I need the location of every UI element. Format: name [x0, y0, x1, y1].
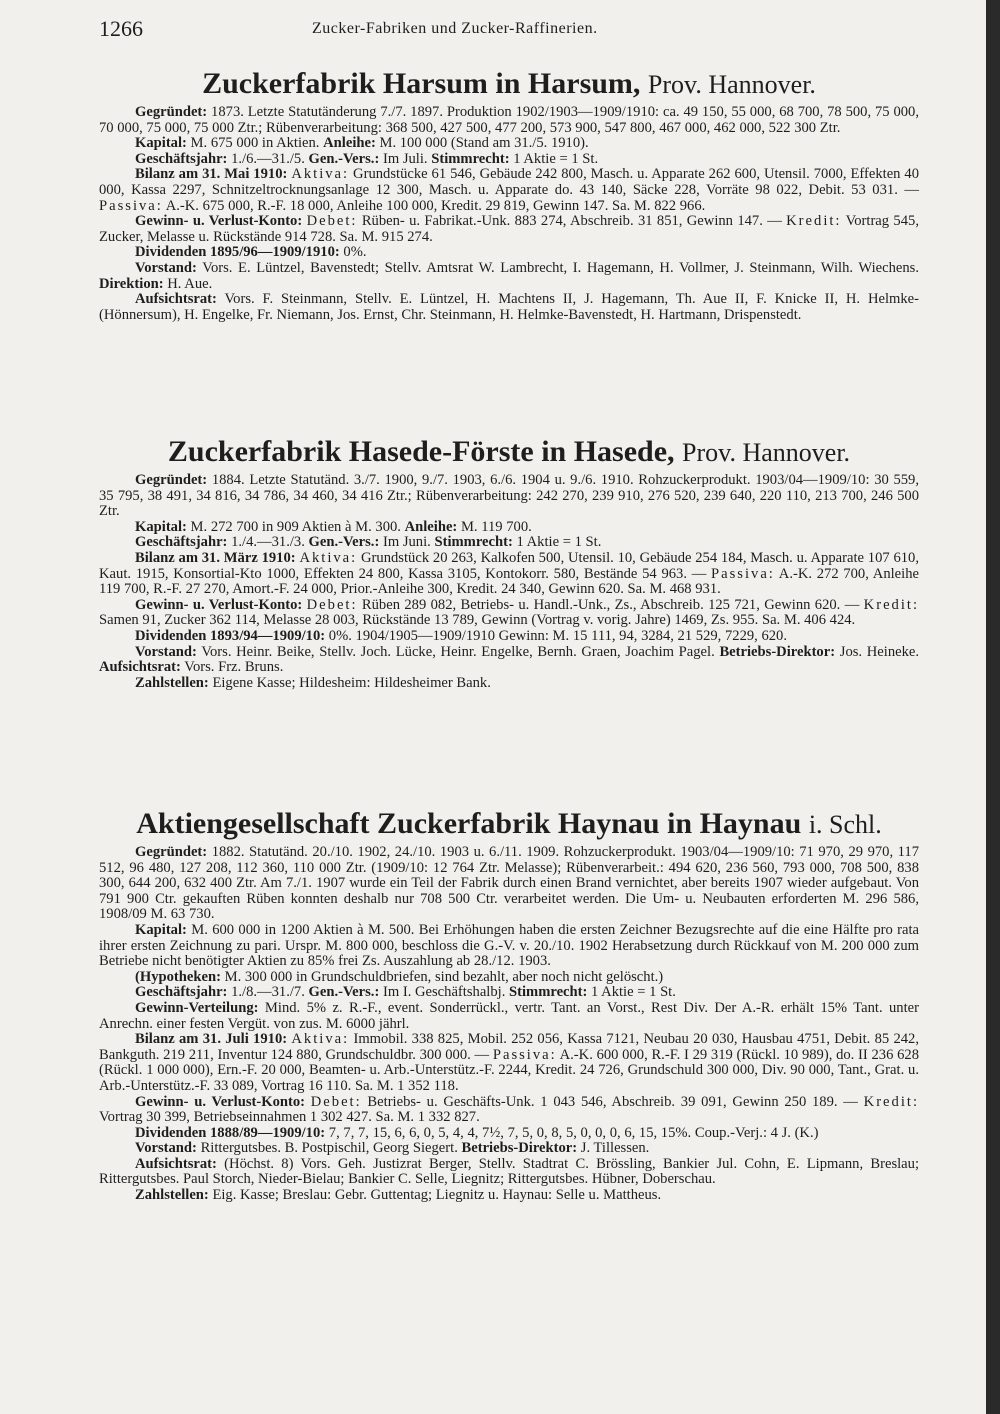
- label: Gewinn- u. Verlust-Konto:: [135, 596, 303, 613]
- label: Dividenden 1895/96—1909/1910:: [135, 244, 340, 261]
- mortgage-text: M. 300 000 in Grundschuldbriefen, sind bezahlt, aber noch nicht gelöscht.): [224, 968, 664, 985]
- board-paragraph: [99, 645, 919, 676]
- credit-label: Kredit:: [863, 596, 920, 613]
- supervisory-text: (Höchst. 8) Vors. Geh. Justizrat Berger, Stellv. Stadtrat C. Brössling, Bankier Jul. Cohn, E. Lipmann, Breslau; Rittergutsbes. Paul Storch, Nieder-Bielau; Bankier C. Selle, Liegnitz; Rittergutsbes. Hübner, Doberschau.: [99, 1155, 920, 1188]
- board-text: Vors. Heinr. Beike, Stellv. Joch. Lücke, Heinr. Engelke, Bernh. Graen, Joachim Pagel.: [201, 643, 715, 660]
- loan-text: M. 100 000 (Stand am 31./5. 1910).: [379, 135, 589, 152]
- assets-label: Aktiva:: [291, 166, 350, 183]
- profit-loss-paragraph: [99, 1095, 919, 1126]
- debit-text: Rüben- u. Fabrikat.-Unk. 883 274, Abschreib. 31 851, Gewinn 147. —: [361, 213, 782, 230]
- meeting-text: Im I. Geschäftshalbj.: [382, 984, 506, 1001]
- label: Zahlstellen:: [135, 674, 209, 691]
- founding-paragraph: [99, 473, 919, 520]
- capital-text: M. 675 000 in Aktien.: [190, 135, 320, 152]
- dividends-paragraph: [99, 629, 919, 645]
- fiscal-text: 1./6.—31./5.: [231, 150, 305, 167]
- credit-label: Kredit:: [863, 1093, 919, 1110]
- label: Gen.-Vers.:: [308, 150, 380, 167]
- label: Gen.-Vers.:: [308, 534, 380, 551]
- voting-text: 1 Aktie = 1 St.: [516, 534, 602, 551]
- board-text: Rittergutsbes. B. Postpischil, Georg Siegert.: [200, 1140, 458, 1157]
- liabilities-label: Passiva:: [711, 565, 775, 582]
- dividends-paragraph: [99, 245, 919, 261]
- label: Dividenden 1888/89—1909/10:: [135, 1124, 326, 1141]
- label: Geschäftsjahr:: [135, 150, 228, 167]
- label: Zahlstellen:: [135, 1187, 209, 1204]
- founding-paragraph: [99, 105, 919, 136]
- label: Bilanz am 31. März 1910:: [135, 549, 296, 566]
- distribution-paragraph: [99, 1001, 919, 1032]
- board-paragraph: [99, 261, 919, 292]
- label: Kapital:: [135, 518, 187, 535]
- fiscal-text: 1./4.—31./3.: [231, 534, 305, 551]
- label: Bilanz am 31. Mai 1910:: [135, 166, 288, 183]
- title-province: Prov. Hannover.: [647, 70, 816, 99]
- label: Geschäftsjahr:: [135, 534, 228, 551]
- capital-text: M. 272 700 in 909 Aktien à M. 300.: [190, 518, 401, 535]
- balance-paragraph: [99, 167, 919, 214]
- liabilities-text: A.-K. 675 000, R.-F. 18 000, Anleihe 100 000, Kredit. 29 819, Gewinn 147. Sa. M. 822 966.: [165, 197, 706, 214]
- label: Aufsichtsrat:: [135, 1155, 217, 1172]
- title-main: Zuckerfabrik Harsum in Harsum,: [202, 67, 641, 100]
- entry-title: [99, 68, 919, 101]
- running-head: Zucker-Fabriken und Zucker-Raffinerien.: [312, 20, 598, 37]
- label: Kapital:: [135, 921, 187, 938]
- credit-text: Vortrag 30 399, Betriebseinnahmen 1 302 427. Sa. M. 1 332 827.: [99, 1109, 480, 1126]
- supervisory-text: Vors. F. Steinmann, Stellv. E. Lüntzel, H. Machtens II, J. Hagemann, Th. Aue II, F. Knicke II, H. Helmke-(Hönnersum), H. Engelke, Fr. Niemann, Jos. Ernst, Chr. Steinmann, H. Helmke-Bavenstedt, H. Hartmann, Drispenstedt.: [99, 291, 919, 323]
- label: Gewinn-Verteilung:: [135, 999, 259, 1016]
- assets-text: Immobil. 338 825, Mobil. 252 056, Kassa 7121, Neubau 20 030, Hausbau 4751, Debit. 85 242, Bankguth. 219 211, Inventur 124 880, Grundschuldbr. 300 000. —: [99, 1031, 919, 1063]
- paying-agents-paragraph: [99, 1188, 919, 1204]
- dividends-paragraph: [99, 1126, 919, 1142]
- assets-text: Grundstück 20 263, Kalkofen 500, Utensil. 10, Gebäude 254 184, Masch. u. Apparate 107 610, Kaut. 1915, Konsortial-Kto 1000, Effekten 24 800, Kassa 3105, Kontokorr. 580, Bestände 54 963. —: [99, 549, 919, 582]
- assets-label: Aktiva:: [299, 549, 358, 566]
- debit-text: Rüben 289 082, Betriebs- u. Handl.-Unk., Zs., Abschreib. 125 721, Gewinn 620. —: [361, 596, 860, 613]
- label: Gen.-Vers.:: [308, 984, 380, 1001]
- label: (Hypotheken:: [135, 968, 221, 985]
- title-main: Aktiengesellschaft Zuckerfabrik Haynau in Haynau: [136, 807, 802, 840]
- dividends-text: 0%. 1904/1905—1909/1910 Gewinn: M. 15 111, 94, 3284, 21 529, 7229, 620.: [328, 627, 788, 644]
- fiscal-text: 1./8.—31./7.: [231, 984, 305, 1001]
- management-text: H. Aue.: [167, 275, 213, 292]
- label: Stimmrecht:: [431, 150, 510, 167]
- director-text: J. Tillessen.: [580, 1140, 650, 1157]
- balance-paragraph: [99, 551, 919, 598]
- entry-title: [99, 808, 919, 841]
- dividends-text: 7, 7, 7, 15, 6, 6, 0, 5, 4, 4, 7½, 7, 5, 0, 8, 5, 0, 0, 0, 6, 15, 15%. Coup.-Verj.: 4 J. (K.): [328, 1124, 819, 1141]
- liabilities-text: A.-K. 600 000, R.-F. I 29 319 (Rückl. 10 989), do. II 236 628 (Rückl. 1 000 000), Ern.-F. 20 000, Beamten- u. Arb.-Unterstütz.-F. 2244, Kredit. 24 726, Grundschuld 300 000, Div. 90 000, Tant., Grat. u. Arb.-Unterstütz.-F. 33 089, Vortrag 16 110. Sa. M. 1 352 118.: [99, 1046, 919, 1094]
- label: Kapital:: [135, 135, 187, 152]
- voting-text: 1 Aktie = 1 St.: [513, 150, 599, 167]
- meeting-text: Im Juli.: [382, 150, 428, 167]
- label: Vorstand:: [135, 643, 197, 660]
- page-number: 1266: [99, 16, 143, 41]
- label: Betriebs-Direktor:: [461, 1140, 578, 1157]
- paying-agents-paragraph: [99, 676, 919, 692]
- label: Gewinn- u. Verlust-Konto:: [135, 213, 303, 230]
- label: Aufsichtsrat:: [99, 659, 181, 676]
- mortgage-paragraph: [99, 970, 919, 986]
- label: Direktion:: [99, 275, 164, 292]
- debit-label: Debet:: [310, 1093, 362, 1110]
- paying-agents-text: Eigene Kasse; Hildesheim: Hildesheimer Bank.: [212, 674, 491, 691]
- distribution-text: Mind. 5% z. R.-F., event. Sonderrückl., vertr. Tant. an Vorst., Rest Div. Der A.-R. erhält 15% Tant. unter Anrechn. einer festen Vergüt. von zus. M. 6000 jährl.: [99, 999, 919, 1032]
- entry-hasede: [99, 436, 919, 691]
- founding-paragraph: [99, 845, 919, 923]
- dividends-text: 0%.: [343, 244, 367, 261]
- label: Stimmrecht:: [434, 534, 513, 551]
- supervisory-paragraph: [99, 292, 919, 323]
- director-text: Jos. Heineke.: [839, 643, 920, 660]
- liabilities-text: A.-K. 272 700, Anleihe 119 700, R.-F. 27 270, Amort.-F. 24 000, Prior.-Anleihe 300, Kredit. 24 340, Gewinn 620. Sa. M. 468 931.: [99, 565, 919, 598]
- founding-text: 1884. Letzte Statutänd. 3./7. 1900, 9./7. 1903, 6./6. 1904 u. 9./6. 1910. Rohzuckerprodukt. 1903/04—1909/10: 30 559, 35 795, 38 491, 34 816, 34 786, 34 460, 34 416 Ztr.; Rübenverarbeitung: 242 270, 239 910, 276 520, 239 640, 220 110, 213 700, 246 500 Ztr.: [99, 472, 919, 520]
- label: Gegründet:: [135, 844, 208, 860]
- paying-agents-text: Eig. Kasse; Breslau: Gebr. Guttentag; Liegnitz u. Haynau: Selle u. Mattheus.: [212, 1187, 662, 1204]
- label: Gegründet:: [135, 104, 208, 120]
- assets-text: Grundstücke 61 546, Gebäude 242 800, Masch. u. Apparate 262 600, Utensil. 7000, Effekten 40 000, Kassa 2297, Schnitzeltrocknungsanlage 12 300, Masch. u. Apparate do. 43 140, Säcke 228, Vorräte 98 022, Debit. 53 031. —: [99, 166, 920, 198]
- debit-label: Debet:: [306, 596, 358, 613]
- label: Anleihe:: [404, 518, 458, 535]
- founding-text: 1873. Letzte Statutänderung 7./7. 1897. Produktion 1902/1903—1909/1910: ca. 49 150, 55 000, 68 700, 78 500, 75 000, 70 000, 75 000, 75 000 Ztr.; Rübenverarbeitung: 368 500, 427 500, 477 200, 573 900, 547 800, 467 000, 462 000, 522 300 Ztr.: [99, 104, 920, 136]
- fiscal-paragraph: [99, 985, 919, 1001]
- title-province: i. Schl.: [808, 810, 882, 839]
- label: Geschäftsjahr:: [135, 984, 228, 1001]
- page-edge-shadow: [986, 0, 1000, 1414]
- credit-text: Vortrag 545, Zucker, Melasse u. Rückstände 914 728. Sa. M. 915 274.: [99, 213, 919, 245]
- entry-title: [99, 436, 919, 469]
- fiscal-paragraph: [99, 535, 919, 551]
- supervisory-paragraph: [99, 1157, 919, 1188]
- assets-label: Aktiva:: [291, 1031, 350, 1048]
- capital-paragraph: [99, 520, 919, 536]
- label: Dividenden 1893/94—1909/10:: [135, 627, 326, 644]
- label: Aufsichtsrat:: [135, 291, 217, 308]
- founding-text: 1882. Statutänd. 20./10. 1902, 24./10. 1903 u. 6./11. 1909. Rohzuckerprodukt. 1903/04—1909/10: 71 970, 29 970, 117 512, 96 480, 127 208, 112 360, 110 000 Ztr. (1909/10: 12 764 Ztr. Melasse); Rübenverarbeit.: 494 620, 236 560, 793 000, 708 500, 838 300, 644 200, 632 400 Ztr. Am 7./1. 1907 wurde ein Teil der Fabrik durch einen Brand vernichtet, aber bereits 1907 wieder aufgebaut. Von 791 900 Ctr. gekauften Rüben konnten deshalb nur 708 500 Ctr. verarbeitet werden. Die Um- u. Neubauten erforderten M. 296 586, 1908/09 M. 63 730.: [99, 844, 919, 923]
- credit-text: Samen 91, Zucker 362 114, Melasse 28 003, Rückstände 13 789, Gewinn (Vortrag v. vorig. Jahre) 1469, Zs. 955. Sa. M. 406 424.: [99, 612, 856, 629]
- liabilities-label: Passiva:: [492, 1046, 557, 1063]
- label: Gewinn- u. Verlust-Konto:: [135, 1093, 306, 1110]
- label: Gegründet:: [135, 472, 208, 488]
- title-province: Prov. Hannover.: [682, 438, 851, 467]
- board-paragraph: [99, 1141, 919, 1157]
- entry-haynau: [99, 808, 919, 1204]
- profit-loss-paragraph: [99, 598, 919, 629]
- label: Stimmrecht:: [509, 984, 588, 1001]
- entry-harsum: [99, 68, 919, 323]
- debit-text: Betriebs- u. Geschäfts-Unk. 1 043 546, Abschreib. 39 091, Gewinn 250 189. —: [367, 1093, 858, 1110]
- board-text: Vors. E. Lüntzel, Bavenstedt; Stellv. Amtsrat W. Lambrecht, I. Hagemann, H. Vollmer, J. Steinmann, Wilh. Wiechens.: [202, 259, 920, 276]
- supervisory-text: Vors. Frz. Bruns.: [184, 659, 284, 676]
- fiscal-paragraph: [99, 152, 919, 168]
- capital-text: M. 600 000 in 1200 Aktien à M. 500. Bei Erhöhungen haben die ersten Zeichner Bezugsrechte auf die eine Hälfte pro rata ihrer ersten Zeichnung zu pari. Urspr. M. 800 000, beschloss die G.-V. v. 20./10. 1902 Herabsetzung durch Rückkauf von M. 200 000 zum Betriebe nicht benötigter Aktien zu 85% frei Zs. Auszahlung ab 28./12. 1903.: [99, 921, 919, 970]
- label: Vorstand:: [135, 1140, 197, 1157]
- label: Anleihe:: [323, 135, 376, 152]
- balance-paragraph: [99, 1032, 919, 1094]
- capital-paragraph: [99, 136, 919, 152]
- credit-label: Kredit:: [786, 213, 842, 230]
- label: Betriebs-Direktor:: [719, 643, 836, 660]
- label: Bilanz am 31. Juli 1910:: [135, 1031, 288, 1048]
- label: Vorstand:: [135, 259, 197, 276]
- debit-label: Debet:: [306, 213, 358, 230]
- liabilities-label: Passiva:: [99, 197, 163, 214]
- title-main: Zuckerfabrik Hasede-Förste in Hasede,: [167, 435, 675, 468]
- profit-loss-paragraph: [99, 214, 919, 245]
- voting-text: 1 Aktie = 1 St.: [591, 984, 676, 1001]
- meeting-text: Im Juni.: [382, 534, 431, 551]
- loan-text: M. 119 700.: [460, 518, 532, 535]
- capital-paragraph: [99, 923, 919, 970]
